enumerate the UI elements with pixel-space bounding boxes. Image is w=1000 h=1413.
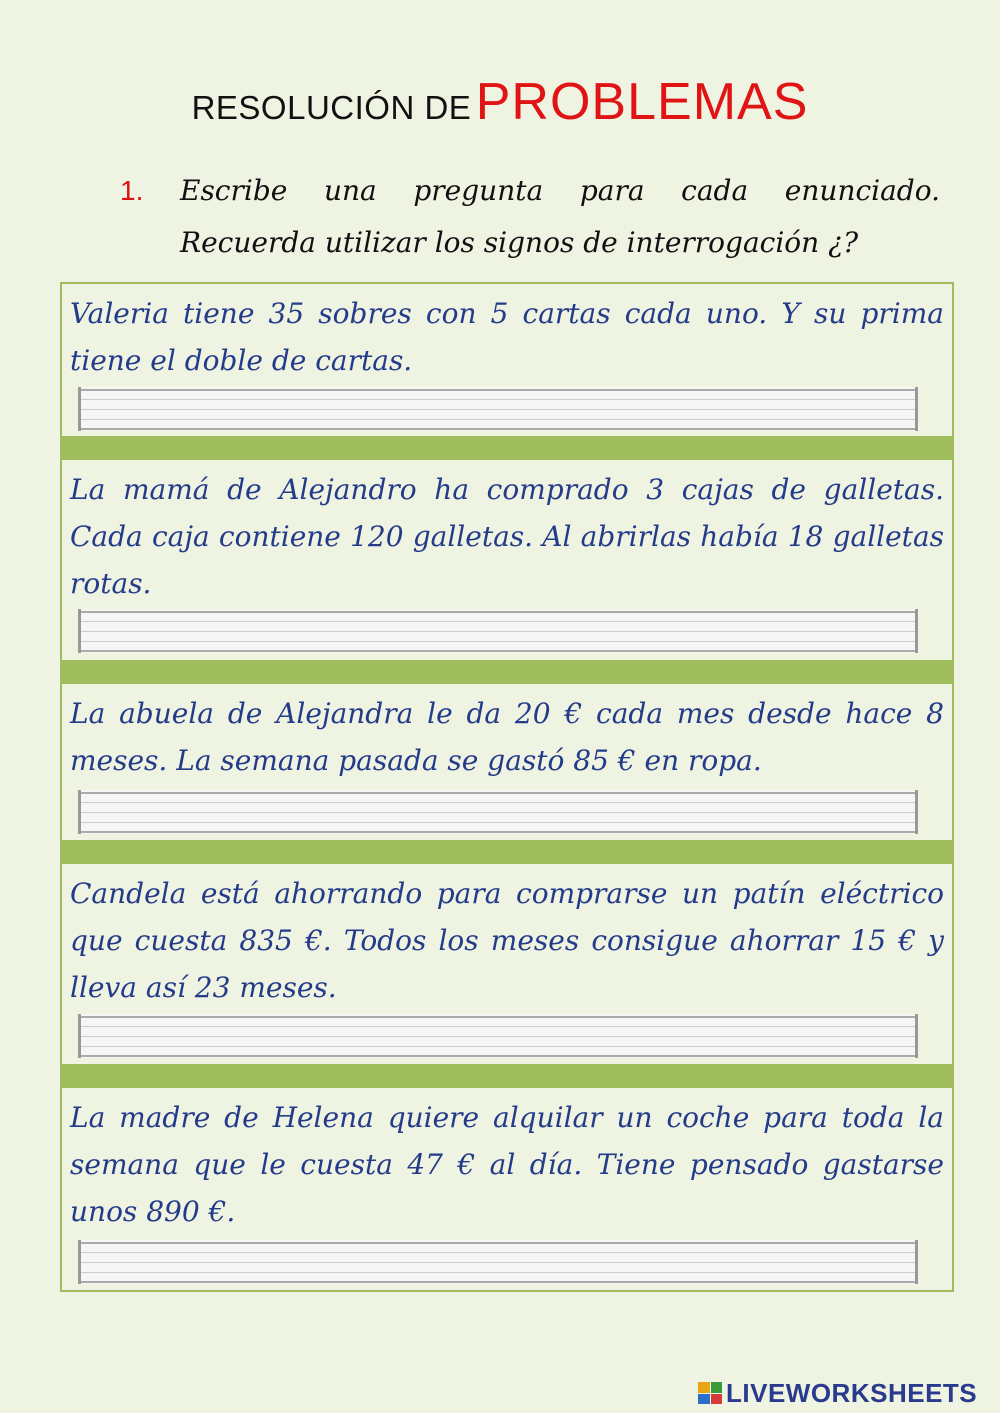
problem-text: La mamá de Alejandro ha comprado 3 cajas de galletas. Cada caja contiene 120 galletas. Al abrirlas había 18 galletas rotas. bbox=[70, 473, 944, 600]
logo-icon bbox=[698, 1382, 722, 1404]
problems-panel bbox=[60, 282, 954, 1292]
separator-band bbox=[62, 660, 952, 684]
instruction-number: 1. bbox=[120, 175, 144, 206]
answer-field[interactable] bbox=[78, 387, 918, 431]
title-prefix: RESOLUCIÓN DE bbox=[191, 89, 472, 126]
logo-text: LIVEWORKSHEETS bbox=[726, 1377, 978, 1408]
answer-field[interactable] bbox=[78, 1240, 918, 1284]
problem-text: Candela está ahorrando para comprarse un patín eléctrico que cuesta 835 €. Todos los meses consigue ahorrar 15 € y lleva así 23 meses. bbox=[70, 877, 944, 1004]
separator-band bbox=[62, 1064, 952, 1088]
separator-band bbox=[62, 436, 952, 460]
separator-band bbox=[62, 840, 952, 864]
problem-text: La abuela de Alejandra le da 20 € cada mes desde hace 8 meses. La semana pasada se gastó 85 € en ropa. bbox=[70, 697, 944, 777]
page-title bbox=[0, 72, 1000, 132]
answer-field[interactable] bbox=[78, 609, 918, 653]
answer-field[interactable] bbox=[78, 1014, 918, 1058]
answer-input[interactable] bbox=[81, 1240, 915, 1284]
problem-card bbox=[62, 1088, 952, 1290]
problem-card bbox=[62, 460, 952, 660]
problem-card bbox=[62, 864, 952, 1064]
problem-card bbox=[62, 284, 952, 436]
instruction-line-2: Recuerda utilizar los signos de interrogación ¿? bbox=[180, 226, 859, 259]
problem-text: La madre de Helena quiere alquilar un coche para toda la semana que le cuesta 47 € al día. Tiene pensado gastarse unos 890 €. bbox=[70, 1101, 944, 1228]
answer-input[interactable] bbox=[81, 609, 915, 653]
title-highlight: PROBLEMAS bbox=[475, 73, 809, 131]
answer-input[interactable] bbox=[81, 1014, 915, 1058]
answer-input[interactable] bbox=[81, 790, 915, 834]
problem-text: Valeria tiene 35 sobres con 5 cartas cada uno. Y su prima tiene el doble de cartas. bbox=[70, 297, 944, 377]
liveworksheets-logo bbox=[698, 1376, 977, 1410]
instruction-line-1: Escribe una pregunta para cada enunciado. bbox=[180, 174, 940, 207]
answer-field[interactable] bbox=[78, 790, 918, 834]
problem-card bbox=[62, 684, 952, 840]
answer-input[interactable] bbox=[81, 387, 915, 431]
